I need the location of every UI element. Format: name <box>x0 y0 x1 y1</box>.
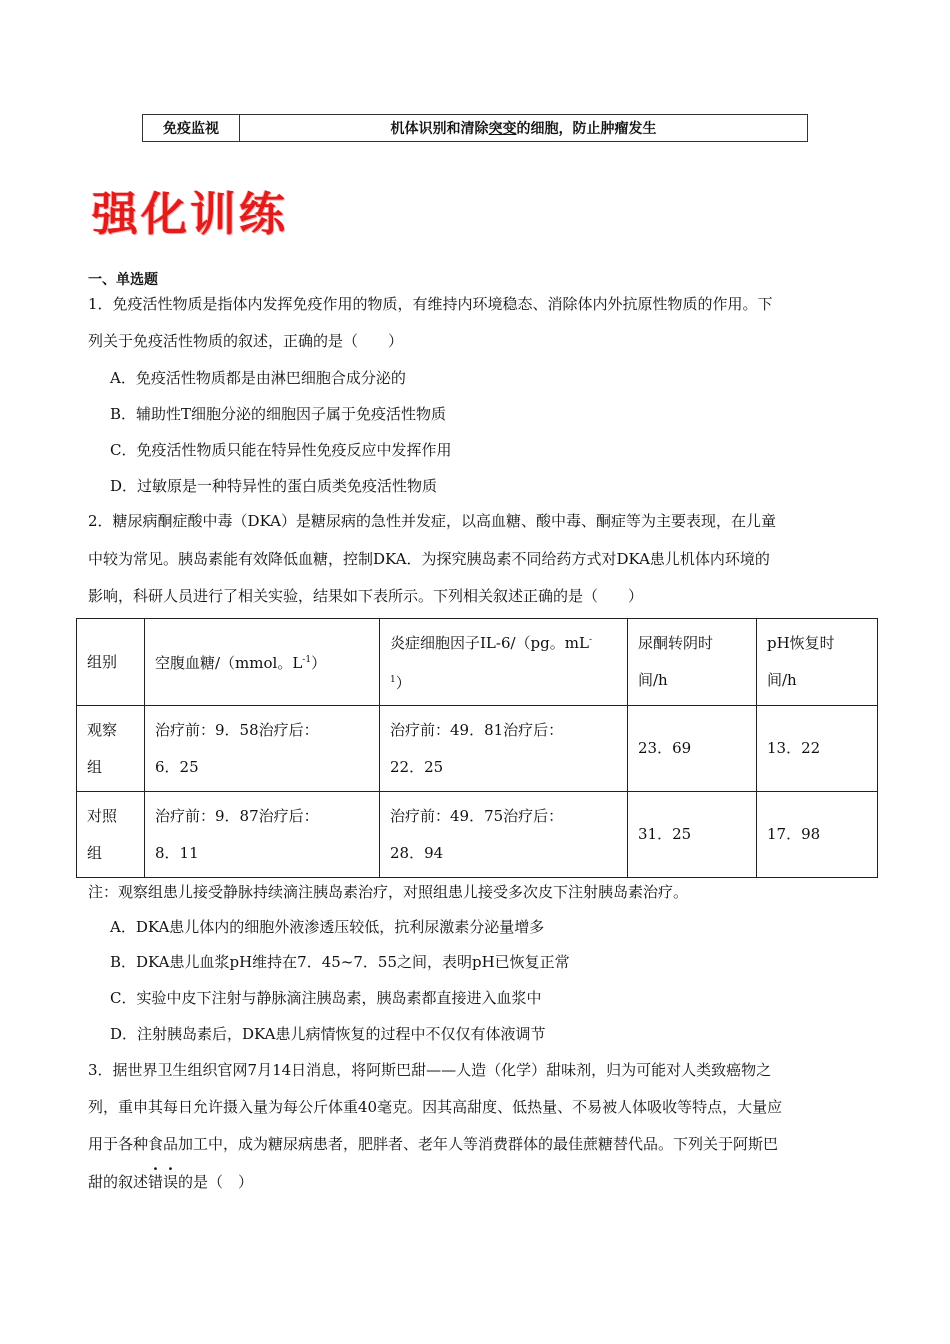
group-cell: 观察 组 <box>77 706 145 792</box>
ph-cell: 13．22 <box>757 706 878 792</box>
q2-option-d: D．注射胰岛素后，DKA患儿病情恢复的过程中不仅仅有体液调节 <box>110 1025 546 1043</box>
glucose-cell: 治疗前：9．58治疗后： 6．25 <box>145 706 380 792</box>
emphasis-char: 错 <box>148 1173 164 1191</box>
header-ph: pH恢复时 间/h <box>757 619 878 706</box>
ph-cell: 17．98 <box>757 792 878 878</box>
section-heading: 一、单选题 <box>88 272 158 288</box>
glucose-cell: 治疗前：9．87治疗后： 8．11 <box>145 792 380 878</box>
ketone-cell: 31．25 <box>628 792 757 878</box>
immune-function-table <box>142 114 808 142</box>
q1-option-d: D．过敏原是一种特异性的蛋白质类免疫活性物质 <box>110 477 438 495</box>
header-glucose: 空腹血糖/（mmol。$L^{-1}$） <box>145 619 380 706</box>
q1-option-c: C．免疫活性物质只能在特异性免疫反应中发挥作用 <box>110 441 452 459</box>
function-label: 免疫监视 <box>143 115 240 142</box>
q1-option-a: A．免疫活性物质都是由淋巴细胞合成分泌的 <box>110 369 406 387</box>
ketone-cell: 23．69 <box>628 706 757 792</box>
q1-stem-line2: 列关于免疫活性物质的叙述，正确的是（ ） <box>88 332 404 350</box>
q2-option-a: A．DKA患儿体内的细胞外液渗透压较低，抗利尿激素分泌量增多 <box>110 918 545 936</box>
emphasis-char: 误 <box>163 1173 179 1191</box>
table-header-row <box>77 619 878 706</box>
training-banner: 强化训练 <box>92 187 288 241</box>
header-il6: 炎症细胞因子IL-6/（pg。mL- $^1$） <box>380 619 628 706</box>
q1-stem-line1: 1．免疫活性物质是指体内发挥免疫作用的物质，有维持内环境稳态、消除体内外抗原性物质的作用。下 <box>88 295 773 313</box>
table-row <box>77 706 878 792</box>
q2-option-c: C．实验中皮下注射与静脉滴注胰岛素，胰岛素都直接进入血浆中 <box>110 989 542 1007</box>
q2-stem-line3: 影响，科研人员进行了相关实验，结果如下表所示。下列相关叙述正确的是（ ） <box>88 587 644 605</box>
q2-table-note: 注：观察组患儿接受静脉持续滴注胰岛素治疗，对照组患儿接受多次皮下注射胰岛素治疗。 <box>88 883 689 901</box>
q1-option-b: B．辅助性T细胞分泌的细胞因子属于免疫活性物质 <box>110 405 447 423</box>
group-cell: 对照 组 <box>77 792 145 878</box>
il6-cell: 治疗前：49．81治疗后： 22．25 <box>380 706 628 792</box>
il6-cell: 治疗前：49．75治疗后： 28．94 <box>380 792 628 878</box>
q2-stem-line1: 2．糖尿病酮症酸中毒（DKA）是糖尿病的急性并发症，以高血糖、酸中毒、酮症等为主要表现，在儿童 <box>88 512 777 530</box>
function-description: 机体识别和清除突变的细胞，防止肿瘤发生 <box>240 115 808 142</box>
dka-results-table <box>76 618 878 878</box>
q3-stem-line4: 甜的叙述错误的是（ ） <box>88 1173 254 1191</box>
q2-option-b: B．DKA患儿血浆pH维持在7．45~7．55之间，表明pH已恢复正常 <box>110 953 570 971</box>
q3-stem-line3: 用于各种食品加工中，成为糖尿病患者，肥胖者、老年人等消费群体的最佳蔗糖替代品。下列关于阿斯巴 <box>88 1135 779 1153</box>
header-ketone: 尿酮转阴时 间/h <box>628 619 757 706</box>
table-row <box>77 792 878 878</box>
q3-stem-line2: 列，重申其每日允许摄入量为每公斤体重40毫克。因其高甜度、低热量、不易被人体吸收等特点，大量应 <box>88 1098 783 1116</box>
header-group: 组别 <box>77 619 145 706</box>
q3-stem-line1: 3．据世界卫生组织官网7月14日消息，将阿斯巴甜——人造（化学）甜味剂，归为可能对人类致癌物之 <box>88 1061 772 1079</box>
q2-stem-line2: 中较为常见。胰岛素能有效降低血糖，控制DKA．为探究胰岛素不同给药方式对DKA患儿机体内环境的 <box>88 550 770 568</box>
